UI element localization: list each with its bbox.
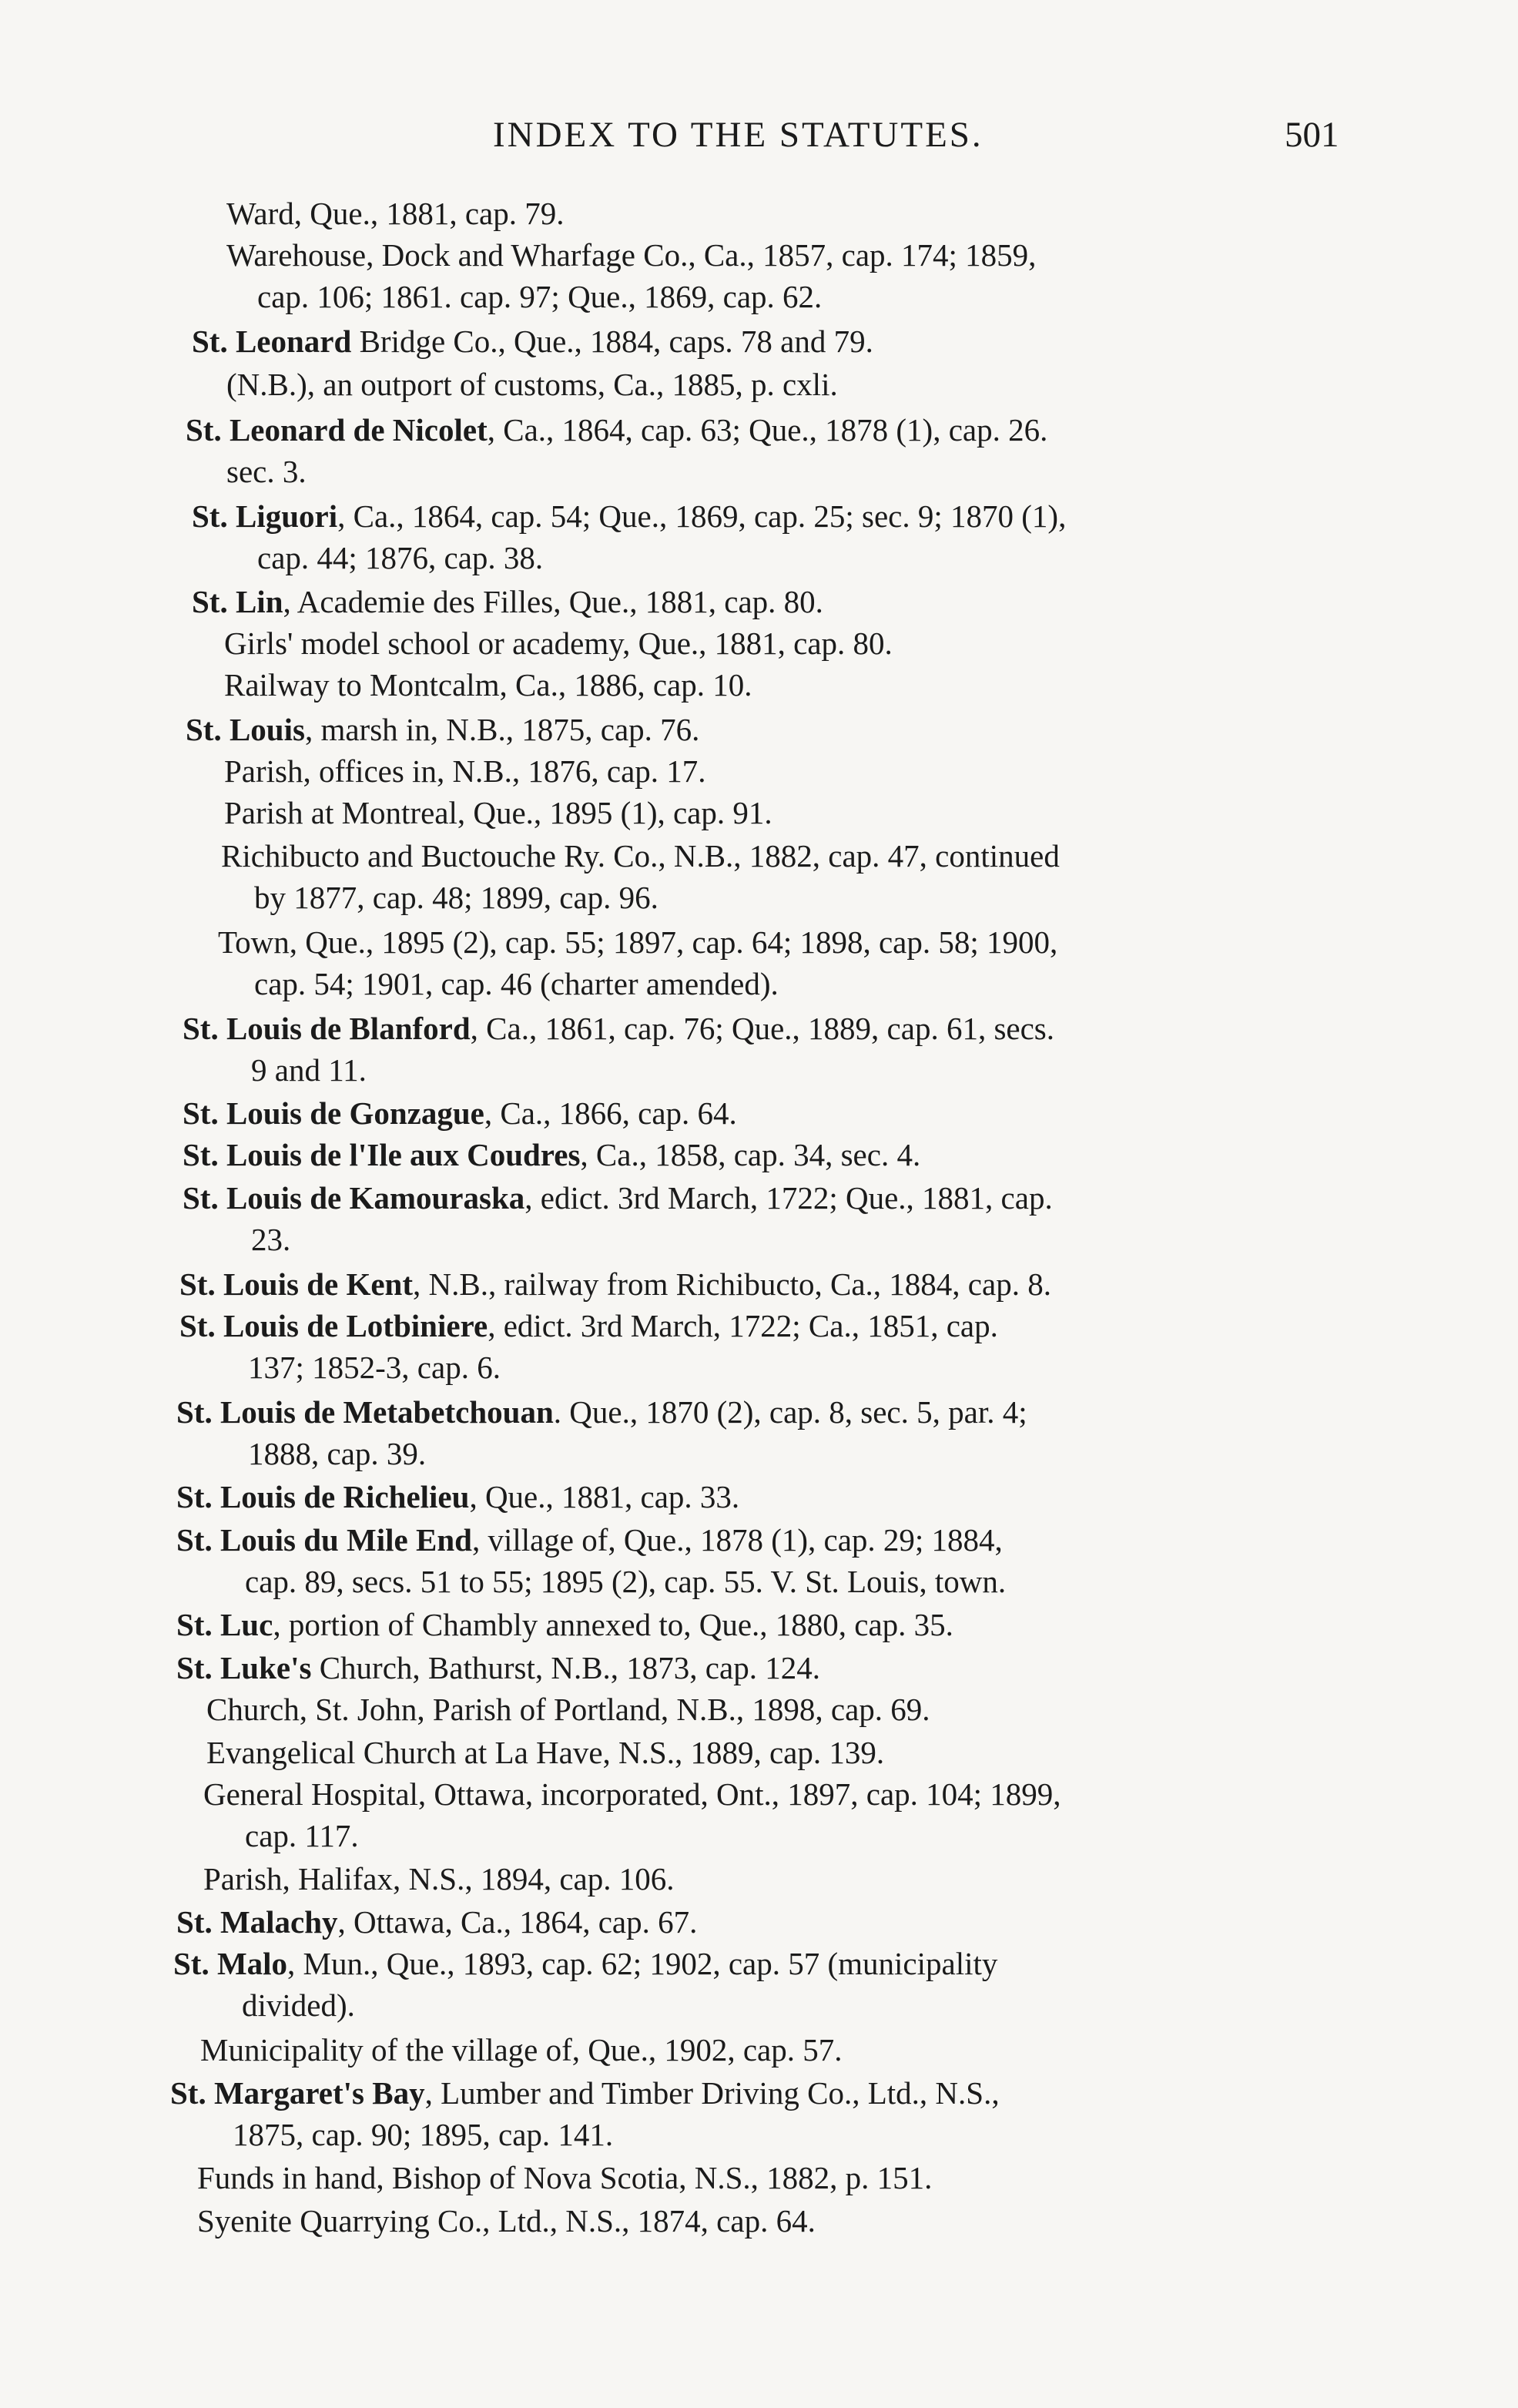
entry-text: , marsh in, N.B., 1875, cap. 76. — [304, 712, 700, 747]
index-line — [176, 1391, 1027, 1433]
entry-heading: St. Louis de Richelieu — [176, 1479, 470, 1514]
entry-text: , Ottawa, Ca., 1864, cap. 67. — [337, 1904, 698, 1940]
index-line — [224, 622, 893, 664]
index-line — [203, 1858, 675, 1900]
index-line — [200, 2029, 842, 2071]
index-line — [197, 2157, 932, 2198]
index-line — [170, 2072, 1000, 2114]
entry-text: by 1877, cap. 48; 1899, cap. 96. — [254, 880, 658, 915]
page-header — [0, 114, 1518, 168]
entry-text: Parish, offices in, N.B., 1876, cap. 17. — [224, 753, 706, 789]
entry-heading: St. Louis de Gonzague — [183, 1095, 484, 1131]
index-line — [248, 1347, 501, 1388]
index-line — [242, 1984, 355, 2026]
index-line — [245, 1561, 1006, 1602]
entry-text: , village of, Que., 1878 (1), cap. 29; 1884, — [471, 1522, 1003, 1558]
index-line — [233, 2114, 613, 2155]
entry-text: Evangelical Church at La Have, N.S., 1889, cap. 139. — [206, 1735, 885, 1770]
entry-text: 1888, cap. 39. — [248, 1436, 427, 1471]
entry-text: 1875, cap. 90; 1895, cap. 141. — [233, 2117, 614, 2152]
entry-text: Town, Que., 1895 (2), cap. 55; 1897, cap. 64; 1898, cap. 58; 1900, — [218, 924, 1058, 960]
index-line — [176, 1901, 697, 1943]
entry-text: Ward, Que., 1881, cap. 79. — [226, 196, 565, 231]
entry-text: Church, St. John, Parish of Portland, N.B., 1898, cap. 69. — [206, 1692, 930, 1727]
entry-heading: St. Malachy — [176, 1904, 338, 1940]
entry-heading: St. Malo — [173, 1946, 288, 1981]
index-line — [173, 1943, 997, 1984]
index-line — [176, 1519, 1003, 1561]
index-line — [226, 234, 1036, 276]
entry-text: , N.B., railway from Richibucto, Ca., 1884, cap. 8. — [413, 1266, 1051, 1302]
entry-heading: St. Louis de Metabetchouan — [176, 1394, 554, 1430]
index-line — [192, 495, 1066, 537]
entry-text: 23. — [251, 1222, 291, 1257]
entry-text: General Hospital, Ottawa, incorporated, Ont., 1897, cap. 104; 1899, — [203, 1776, 1061, 1812]
entry-text: Church, Bathurst, N.B., 1873, cap. 124. — [311, 1650, 820, 1685]
index-line — [257, 537, 543, 579]
entry-heading: St. Louis du Mile End — [176, 1522, 472, 1558]
entry-text: Warehouse, Dock and Wharfage Co., Ca., 1857, cap. 174; 1859, — [226, 237, 1037, 273]
entry-heading: St. Louis de l'Ile aux Coudres — [183, 1137, 581, 1172]
entry-text: Bridge Co., Que., 1884, caps. 78 and 79. — [351, 324, 873, 359]
entry-text: , Ca., 1861, cap. 76; Que., 1889, cap. 61, secs. — [470, 1011, 1054, 1046]
index-line — [206, 1689, 930, 1730]
index-line — [179, 1305, 998, 1347]
entry-heading: St. Louis de Blanford — [183, 1011, 471, 1046]
index-line — [245, 1815, 359, 1856]
entry-text: , Academie des Filles, Que., 1881, cap. 80. — [283, 584, 823, 619]
entry-heading: St. Louis de Kent — [179, 1266, 413, 1302]
index-line — [183, 1008, 1054, 1049]
entry-text: , Que., 1881, cap. 33. — [469, 1479, 740, 1514]
index-line — [254, 877, 658, 918]
entry-text: Syenite Quarrying Co., Ltd., N.S., 1874, cap. 64. — [197, 2203, 816, 2239]
index-line — [251, 1219, 290, 1260]
entry-heading: St. Louis — [186, 712, 305, 747]
entry-text: 137; 1852-3, cap. 6. — [248, 1350, 501, 1385]
index-line — [257, 276, 822, 317]
index-line — [224, 664, 752, 706]
running-title: INDEX TO THE STATUTES. — [493, 115, 984, 155]
entry-text: , portion of Chambly annexed to, Que., 1880, cap. 35. — [273, 1607, 953, 1642]
entry-heading: St. Luc — [176, 1607, 273, 1642]
index-line — [226, 451, 307, 492]
index-line — [183, 1134, 920, 1175]
entry-text: , Ca., 1858, cap. 34, sec. 4. — [580, 1137, 921, 1172]
entry-heading: St. Leonard — [192, 324, 352, 359]
entry-text: Girls' model school or academy, Que., 1881, cap. 80. — [224, 625, 893, 661]
index-line — [186, 409, 1047, 451]
entry-heading: St. Luke's — [176, 1650, 312, 1685]
index-line — [248, 1433, 426, 1474]
entry-heading: St. Louis de Kamouraska — [183, 1180, 525, 1216]
index-line — [221, 835, 1060, 877]
index-line — [197, 2200, 816, 2242]
index-line — [251, 1049, 367, 1091]
index-line — [192, 320, 873, 362]
entry-text: , edict. 3rd March, 1722; Que., 1881, cap. — [524, 1180, 1053, 1216]
index-line — [206, 1732, 884, 1773]
entry-text: Richibucto and Buctouche Ry. Co., N.B., 1882, cap. 47, continued — [221, 838, 1060, 874]
index-line — [254, 963, 779, 1004]
entry-text: cap. 54; 1901, cap. 46 (charter amended). — [254, 966, 779, 1001]
entry-heading: St. Louis de Lotbiniere — [179, 1308, 488, 1343]
entry-text: Parish at Montreal, Que., 1895 (1), cap. 91. — [224, 795, 772, 830]
entry-text: , Ca., 1864, cap. 54; Que., 1869, cap. 25; sec. 9; 1870 (1), — [337, 498, 1067, 534]
entry-text: divided). — [242, 1987, 355, 2023]
entry-heading: St. Margaret's Bay — [170, 2075, 425, 2111]
entry-heading: St. Lin — [192, 584, 283, 619]
entry-text: sec. 3. — [226, 454, 307, 489]
entry-heading: St. Liguori — [192, 498, 338, 534]
index-line — [218, 921, 1057, 963]
entry-text: Railway to Montcalm, Ca., 1886, cap. 10. — [224, 667, 752, 703]
entry-text: cap. 89, secs. 51 to 55; 1895 (2), cap. 55. V. St. Louis, town. — [245, 1564, 1007, 1599]
index-line — [176, 1647, 820, 1689]
entry-text: , edict. 3rd March, 1722; Ca., 1851, cap. — [488, 1308, 998, 1343]
entry-heading: St. Leonard de Nicolet — [186, 412, 488, 448]
index-line — [183, 1092, 737, 1134]
index-line — [183, 1177, 1053, 1219]
index-line — [203, 1773, 1061, 1815]
entry-text: cap. 117. — [245, 1818, 359, 1853]
entry-text: , Lumber and Timber Driving Co., Ltd., N.S., — [424, 2075, 1000, 2111]
index-line — [176, 1476, 739, 1518]
index-line — [224, 792, 772, 833]
index-line — [226, 364, 838, 405]
index-line — [224, 750, 706, 792]
index-line — [186, 709, 699, 750]
entry-text: (N.B.), an outport of customs, Ca., 1885, p. cxli. — [226, 367, 838, 402]
page-number: 501 — [1285, 115, 1339, 155]
entry-text: , Ca., 1866, cap. 64. — [484, 1095, 737, 1131]
entry-text: Municipality of the village of, Que., 1902, cap. 57. — [200, 2032, 843, 2068]
entry-text: Funds in hand, Bishop of Nova Scotia, N.S., 1882, p. 151. — [197, 2160, 933, 2195]
entry-text: , Ca., 1864, cap. 63; Que., 1878 (1), cap. 26. — [487, 412, 1048, 448]
entry-text: 9 and 11. — [251, 1052, 367, 1088]
index-line — [226, 193, 564, 234]
index-line — [192, 581, 823, 622]
entry-text: Parish, Halifax, N.S., 1894, cap. 106. — [203, 1861, 675, 1897]
index-line — [179, 1263, 1051, 1305]
entry-text: cap. 106; 1861. cap. 97; Que., 1869, cap. 62. — [257, 279, 823, 314]
index-line — [176, 1604, 953, 1645]
entry-text: , Mun., Que., 1893, cap. 62; 1902, cap. 57 (municipality — [287, 1946, 998, 1981]
entry-text: . Que., 1870 (2), cap. 8, sec. 5, par. 4; — [553, 1394, 1027, 1430]
entry-text: cap. 44; 1876, cap. 38. — [257, 540, 544, 575]
